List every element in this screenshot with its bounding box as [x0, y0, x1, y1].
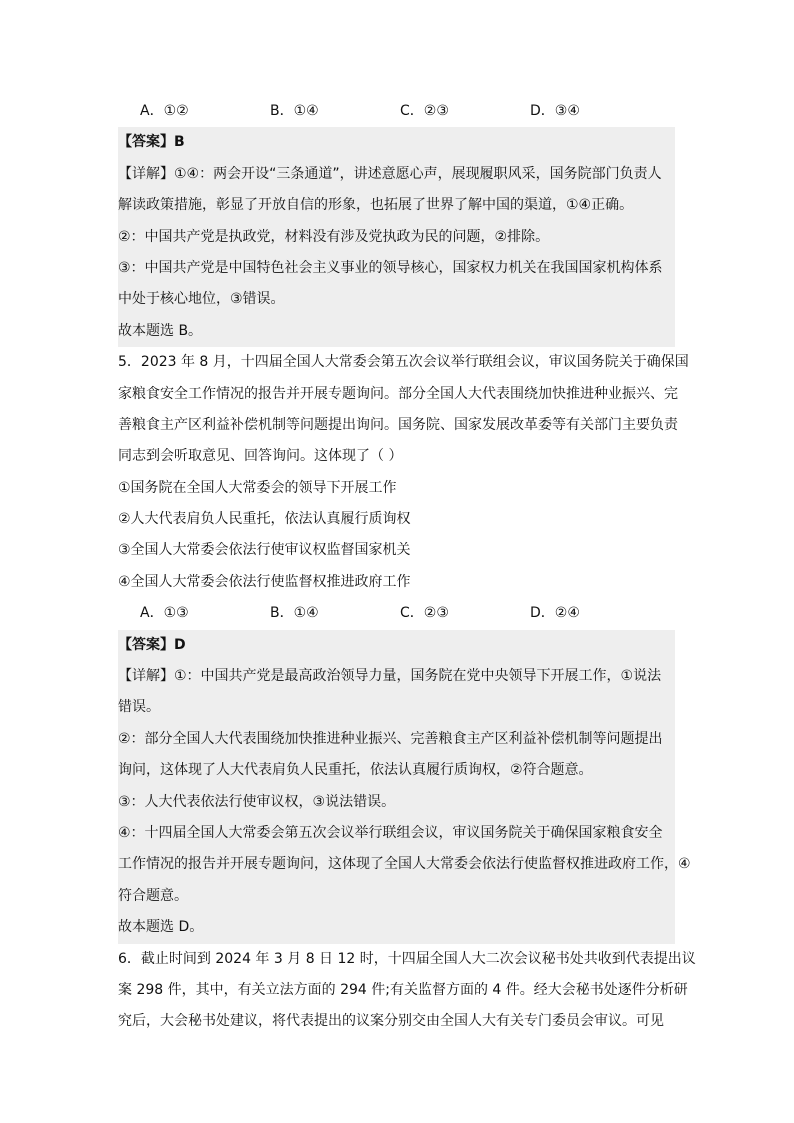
q4-detail-line: ②：中国共产党是执政党，材料没有涉及党执政为民的问题，②排除。 — [118, 228, 550, 245]
q5-option-d: D．②④ — [530, 605, 580, 622]
q5-detail-line: ④：十四届全国人大常委会第五次会议举行联组会议，审议国务院关于确保国家粮食安全 — [118, 824, 663, 841]
document-page — [118, 96, 696, 1038]
q6-stem-line: 案 298 件，其中，有关立法方面的 294 件;有关监督方面的 4 件。经大会秘书处逐件分析研 — [118, 981, 688, 998]
q5-stem-line: 5．2023 年 8 月，十四届全国人大常委会第五次会议举行联组会议，审议国务院关于确保国 — [118, 354, 689, 371]
q5-options — [118, 598, 675, 629]
q6-stem — [118, 944, 696, 1038]
q5-detail-line: 工作情况的报告并开展专题询问，这体现了全国人大常委会依法行使监督权推进政府工作，④ — [118, 856, 691, 873]
q5-stem-line: 同志到会听取意见、回答询问。这体现了（ ） — [118, 448, 403, 465]
q4-option-b: B．①④ — [270, 103, 319, 119]
q4-conclusion: 故本题选 B。 — [118, 322, 203, 339]
q5-item-4: ④全国人大常委会依法行使监督权推进政府工作 — [118, 573, 411, 590]
q4-detail-line: ③：中国共产党是中国特色社会主义事业的领导核心，国家权力机关在我国国家机构体系 — [118, 259, 663, 276]
q5-option-c: C．②③ — [400, 605, 449, 622]
q5-items — [118, 473, 675, 599]
q5-detail-line: 【详解】①：中国共产党是最高政治领导力量，国务院在党中央领导下开展工作，①说法 — [118, 668, 662, 685]
q6-stem-line: 究后，大会秘书处建议，将代表提出的议案分别交由全国人大有关专门委员会审议。可见 — [118, 1013, 664, 1030]
q4-detail-line: 解读政策措施，彰显了开放自信的形象，也拓展了世界了解中国的渠道，①④正确。 — [118, 197, 634, 214]
q5-detail-line: 询问，这体现了人大代表肩负人民重托，依法认真履行质询权，②符合题意。 — [118, 762, 593, 779]
q5-item-1: ①国务院在全国人大常委会的领导下开展工作 — [118, 479, 397, 496]
q5-detail-line: 符合题意。 — [118, 887, 188, 904]
q5-stem-line: 家粮食安全工作情况的报告并开展专题询问。部分全国人大代表围绕加快推进种业振兴、完 — [118, 385, 678, 402]
q5-answer: 【答案】D — [118, 636, 186, 653]
q6-stem-line: 6．截止时间到 2024 年 3 月 8 日 12 时，十四届全国人大二次会议秘书处共收到代表提出议 — [118, 950, 696, 967]
q5-detail-line: ③：人大代表依法行使审议权，③说法错误。 — [118, 793, 396, 810]
q4-option-a: A．①② — [140, 103, 189, 119]
q5-detail-line: 错误。 — [118, 699, 160, 716]
q4-options — [118, 96, 675, 127]
q5-option-a: A．①③ — [140, 605, 189, 622]
q5-option-b: B．①④ — [270, 605, 319, 622]
q5-item-2: ②人大代表肩负人民重托，依法认真履行质询权 — [118, 511, 411, 528]
q4-detail-line: 【详解】①④：两会开设“三条通道”，讲述意愿心声，展现履职风采，国务院部门负责人 — [118, 165, 662, 182]
q5-answer-block — [118, 630, 691, 944]
q4-option-c: C．②③ — [400, 103, 449, 119]
q5-stem — [118, 347, 689, 473]
q4-option-d: D．③④ — [530, 103, 580, 119]
q5-conclusion: 故本题选 D。 — [118, 919, 204, 936]
q5-stem-line: 善粮食主产区利益补偿机制等问题提出询问。国务院、国家发展改革委等有关部门主要负责 — [118, 416, 678, 433]
q5-item-3: ③全国人大常委会依法行使审议权监督国家机关 — [118, 542, 411, 559]
q4-detail-line: 中处于核心地位，③错误。 — [118, 291, 285, 308]
q4-answer: 【答案】B — [118, 134, 185, 151]
q5-detail-line: ②：部分全国人大代表围绕加快推进种业振兴、完善粮食主产区利益补偿机制等问题提出 — [118, 730, 663, 747]
q4-answer-block — [118, 127, 675, 347]
